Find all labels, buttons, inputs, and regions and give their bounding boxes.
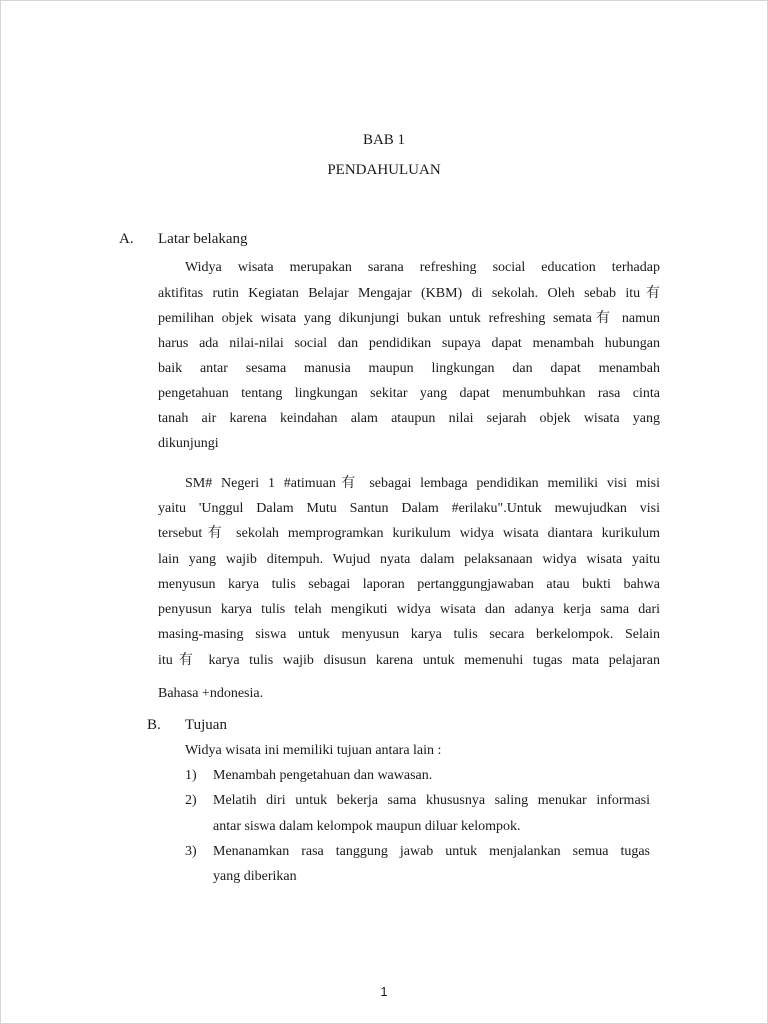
para2-line: yaitu 'Unggul Dalam Mutu Santun Dalam #erilaku".Untuk mewujudkan visi — [158, 501, 660, 516]
para2-line: masing-masing siswa untuk menyusun karya tulis secara berkelompok. Selain — [158, 627, 660, 642]
list-item-number: 1) — [185, 768, 197, 783]
list-item-text: yang diberikan — [213, 869, 297, 884]
section-a-title: Latar belakang — [158, 231, 248, 247]
page-number: 1 — [380, 984, 388, 999]
section-a-letter: A. — [119, 231, 134, 247]
section-b-title: Tujuan — [185, 717, 227, 733]
para1-line: tanah air karena keindahan alam ataupun nilai sejarah objek wisata yang — [158, 411, 660, 426]
para1-line: Widya wisata merupakan sarana refreshing social education terhadap — [185, 260, 660, 275]
section-b-letter: B. — [147, 717, 161, 733]
para1-line: aktifitas rutin Kegiatan Belajar Mengajar (KBM) di sekolah. Oleh sebab itu有 — [158, 286, 660, 301]
para2-line: tersebut有 sekolah memprogramkan kurikulum widya wisata diantara kurikulum — [158, 526, 660, 541]
para2-line: menyusun karya tulis sebagai laporan pertanggungjawaban atau bukti bahwa — [158, 577, 660, 592]
list-item-text: Melatih diri untuk bekerja sama khususnya saling menukar informasi — [213, 793, 650, 808]
list-item-number: 3) — [185, 844, 197, 859]
para2-line: SM# Negeri 1 #atimuan有 sebagai lembaga pendidikan memiliki visi misi — [185, 476, 660, 491]
chapter-title: PENDAHULUAN — [327, 162, 441, 178]
para2-line: Bahasa +ndonesia. — [158, 686, 264, 701]
list-item-text: antar siswa dalam kelompok maupun diluar kelompok. — [213, 819, 521, 834]
para1-line: pengetahuan tentang lingkungan sekitar yang dapat menumbuhkan rasa cinta — [158, 386, 660, 401]
list-item-text: Menanamkan rasa tanggung jawab untuk menjalankan semua tugas — [213, 844, 650, 859]
list-item-text: Menambah pengetahuan dan wawasan. — [213, 768, 433, 783]
para1-line: pemilihan objek wisata yang dikunjungi bukan untuk refreshing semata有 namun — [158, 311, 660, 326]
para2-line: itu有 karya tulis wajib disusun karena untuk memenuhi tugas mata pelajaran — [158, 653, 660, 668]
para1-line: baik antar sesama manusia maupun lingkungan dan dapat menambah — [158, 361, 660, 376]
list-item-number: 2) — [185, 793, 197, 808]
para2-line: lain yang wajib ditempuh. Wujud nyata dalam pelaksanaan widya wisata yaitu — [158, 552, 660, 567]
para1-line: dikunjungi — [158, 436, 219, 451]
para2-line: penyusun karya tulis telah mengikuti widya wisata dan adanya kerja sama dari — [158, 602, 660, 617]
section-b-intro: Widya wisata ini memiliki tujuan antara lain : — [185, 743, 442, 758]
chapter-number: BAB 1 — [362, 132, 406, 148]
para1-line: harus ada nilai-nilai social dan pendidikan supaya dapat menambah hubungan — [158, 336, 660, 351]
